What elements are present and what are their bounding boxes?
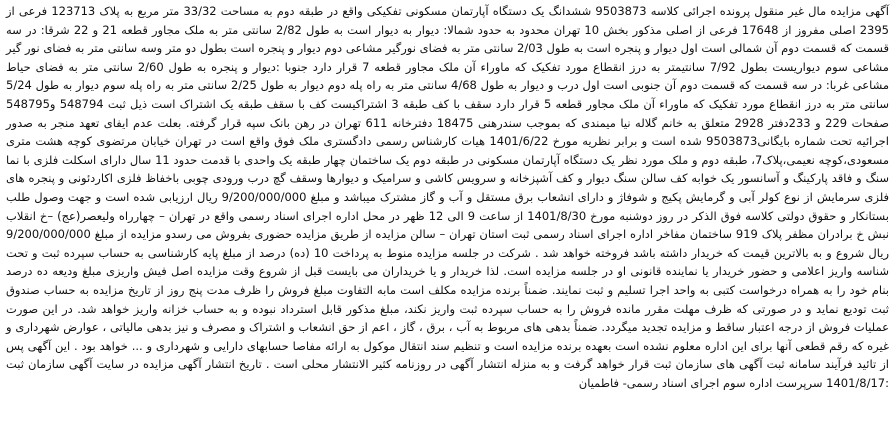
auction-notice-text: آگهی مزایده مال غیر منقول پرونده اجرائی کلاسه 9503873 ششدانگ یک دستگاه آپارتمان مسکونی تفکیکی واقع در طبقه دوم به مساحت 33/32 متر مربع به پلاک 123713 فرعی از 2395 اصلی مفروز از 17648 فرعی از اصلی مذکور بخش 10 تهران محدود به حدود شمالا: دیوار به دیوار است به طول 2/82 سانتی متر به ملک مجاور قطعه 21 و 22 شرقا: در سه قسمت که قسمت دوم آن شمالی است اول دیوار و پنجره است به طول 2/03 سانتی متر به فضای نورگیر مشاعی دوم دیوار و پنجره است بطول دو متر وسه سانتی متر به فضای نور گیر مشاعی سوم دیواریست بطول 7/92 سانتیمتر به درز انقطاع مورد تفکیک که ماوراء آن ملک مجاور قطعه 7 قرار دارد جنوبا :دیوار و پنجره به طول 2/60 سانتی متر به فضای حیاط مشاعی غربا: در سه قسمت که قسمت دوم آن جنوبی است اول درب و دیوار به طول 4/68 سانتی متر به راه پله دوم دیوار به طول 2/25 سانتی متر به راه پله سوم دیوار به طول 5/24 سانتی متر به درز انقطاع مورد تفکیک که ماوراء آن ملک مجاور قطعه 5 قرار دارد سقف با کف طبقه 3 اشتراکیست کف با سقف طبقه یک اشتراک است ذیل ثبت 548794 و548795 صفحات 229 و 233دفتر 2928 متعلق به خانم گلاله نیا میمندی که بموجب سندرهنی 18475 دفترخانه 611 تهران در رهن بانک سپه قرار گرفته. بعلت عدم ایفای تعهد منجر به صدور اجرائیه تحت شماره بایگانی9503873 شده است و برابر نظریه مورخ 1401/6/22 هیات کارشناس رسمی دادگستری ملک فوق واقع است در تهران خیابان مرتضوی کوچه هشت متری مسعودی،کوچه نعیمی،پلاک7، طبقه دوم و ملک مورد نظر یک دستگاه آپارتمان مسکونی در طبقه دوم یک ساختمان چهار طبقه یک واحدی با قدمت حدود 11 سال دارای اسکلت فلزی با نما سنگ و فاقد پارکینگ و آسانسور یک خوابه کف سالن سنگ دیوار و کف آشپزخانه و سرویس کاشی و سرامیک و دیوارها وسقف گچ درب ورودی چوبی باخفاظ فلزی اکاردئونی و پنجره های فلزی سرمایش از نوع کولر آبی و گرمایش پکیج و شوفاژ و دارای انشعاب برق مستقل و آب و گاز مشترک میباشد و مبلغ 9/200/000/000 ریال ارزیابی شده است و جهت وصول طلب بستانکار و حقوق دولتی کلاسه فوق الذکر در روز دوشنبه مورخ 1401/8/30 از ساعت 9 الی 12 ظهر در محل اداره اجرای اسناد رسمی واقع در تهران – چهارراه ولیعصر(عج) –خ انقلاب نبش خ برادران مظفر پلاک 919 ساختمان مفاخر اداره اجرای اسناد رسمی ثبت استان تهران – سالن مزایده از طریق مزایده حضوری بفروش می رسدو مزایده از مبلغ 9/200/000/000 ریال شروع و به بالاترین قیمت که خریدار داشته باشد فروخته خواهد شد . شرکت در جلسه مزایده منوط به پرداخت 10 (ده) درصد از مبلغ پایه کارشناسی به حساب سپرده ثبت و تحت شناسه واریز اعلامی و حضور خریدار یا نماینده قانونی او در جلسه مزایده است. لذا خریدار و یا خریداران می بایست قبل از شروع وقت مزایده اصل فیش واریزی مبلغ ودیعه ده درصد بنام خود را به همراه درخواست کتبی به واحد اجرا تسلیم و ثبت نمایند. ضمناً برنده مزایده مکلف است مابه التفاوت مبلغ فروش را ظرف مدت پنج روز از تاریخ مزایده به حساب صندوق ثبت تودیع نماید و در صورتی که ظرف مهلت مقرر مانده فروش را به حساب سپرده ثبت واریز نکند، مبلغ مذکور قابل استرداد نبوده و به حساب خزانه واریز خواهد شد. در این صورت عملیات فروش از درجه اعتبار ساقط و مزایده تجدید میگردد. ضمناً بدهی های مربوط به آب ، برق ، گاز ، اعم از حق انشعاب و اشتراک و مصرف و نیز بدهی مالیاتی ، عوارض شهرداری و غیره که رقم قطعی آنها برای این اداره معلوم نشده است بعهده برنده مزایده است و تنظیم سند انتقال موکول به ارائه مفاصا حسابهای دارایی و شهرداری و ... خواهد بود . این آگهی پس از تائید فرآیند سامانه ثبت آگهی های سازمان ثبت قرار خواهد گرفت و به منزله انتشار آگهی در روزنامه کثیر الانتشار محلی است . تاریخ انتشار آگهی مزایده در سایت آگهی سازمان ثبت :1401/8/17 سرپرست اداره سوم اجرای اسناد رسمی- فاطمیان [6, 4, 890, 390]
